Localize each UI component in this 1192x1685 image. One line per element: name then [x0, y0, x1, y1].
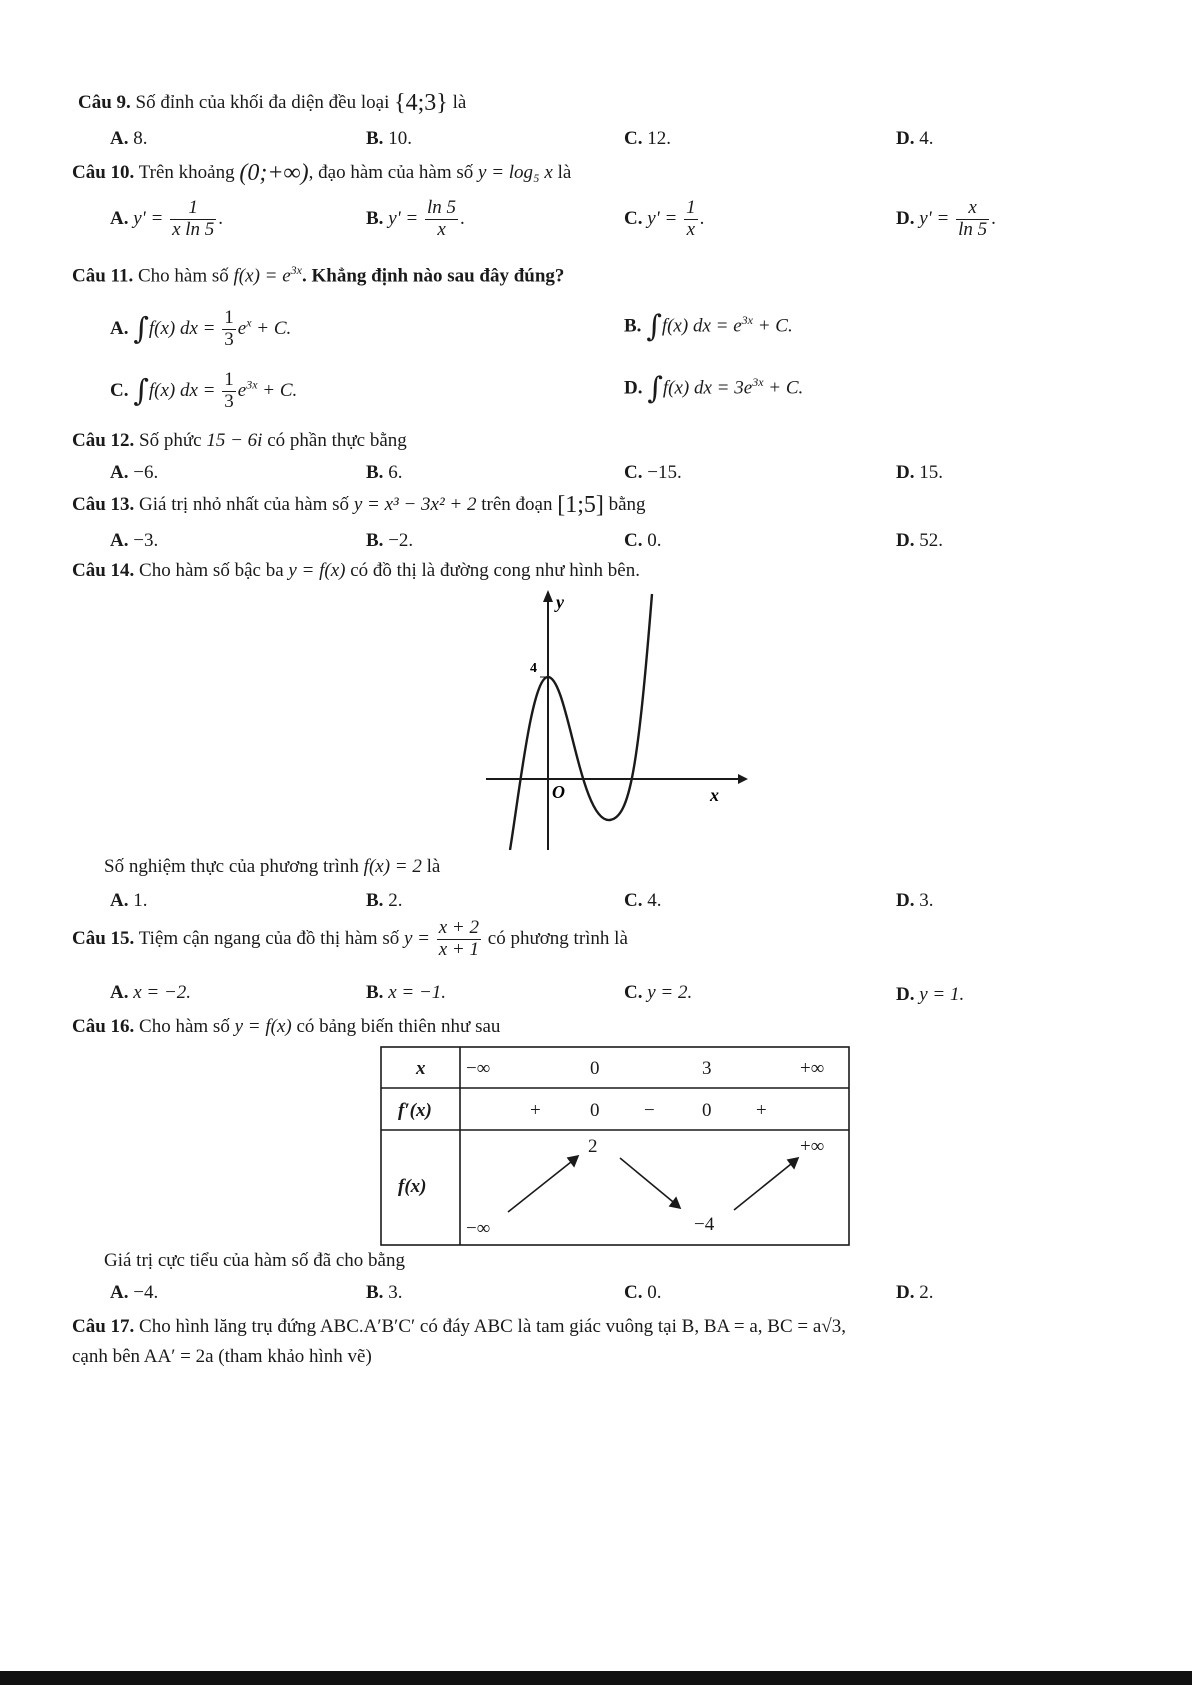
x-value-3: 3 — [702, 1058, 712, 1079]
q13-option-b[interactable]: B. −2. — [366, 530, 414, 551]
x-axis-arrow — [738, 774, 748, 784]
arrow-head-up-1 — [568, 1156, 578, 1166]
q16-option-c[interactable]: C. 0. — [624, 1282, 662, 1303]
q10-option-a[interactable]: A. y' = $\frac{1}{\text{x ln 5}}$ . — [110, 197, 224, 240]
x-value-0: 0 — [590, 1058, 600, 1079]
arrow-up-1 — [508, 1158, 576, 1212]
sign-zero-1: 0 — [590, 1100, 600, 1121]
x-value-neg-inf: −∞ — [466, 1058, 491, 1079]
q9-option-d[interactable]: D. 4. — [896, 128, 934, 149]
q10-option-b[interactable]: B. y' = $\frac{\ln 5}{x}$ . — [366, 197, 465, 240]
q10-stem: Câu 10. Trên khoảng (0;+∞), đạo hàm của hàm số y = log₅ x là — [72, 160, 572, 186]
q14-stem: Câu 14. Cho hàm số bậc ba y = f(x) có đồ thị là đường cong như hình bên. — [72, 560, 640, 581]
q15-option-d[interactable]: D. y = 1. — [896, 984, 965, 1005]
q14-option-b[interactable]: B. 2. — [366, 890, 403, 911]
q9-set: {4;3} — [394, 90, 448, 116]
y-label: y — [556, 592, 564, 612]
row-label-f: f(x) — [398, 1176, 427, 1197]
q11-label: Câu 11. — [72, 265, 134, 287]
q12-option-c[interactable]: C. −15. — [624, 462, 682, 483]
q16-label: Câu 16. — [72, 1016, 135, 1037]
cubic-curve — [510, 594, 652, 850]
arrow-up-2 — [734, 1160, 796, 1210]
q12-option-d[interactable]: D. 15. — [896, 462, 943, 483]
f-value-pos-inf: +∞ — [800, 1136, 825, 1157]
q13-func: y = x³ − 3x² + 2 — [353, 494, 477, 516]
table-frame — [381, 1047, 849, 1245]
x-label: x — [710, 785, 719, 805]
sign-zero-2: 0 — [702, 1100, 712, 1121]
q14-option-a[interactable]: A. 1. — [110, 890, 148, 911]
arrow-down — [620, 1158, 678, 1206]
q17-label: Câu 17. — [72, 1316, 135, 1337]
q16-stem: Câu 16. Cho hàm số y = f(x) có bảng biến thiên như sau — [72, 1016, 501, 1037]
q9-option-a[interactable]: A. 8. — [110, 128, 148, 149]
max-value-label: 4 — [530, 661, 537, 676]
f-value-neg-inf: −∞ — [466, 1218, 491, 1239]
q11-option-c[interactable]: C. ∫f(x) dx = $\frac{1}{3}$ $e^{3x} + C$. — [110, 369, 298, 412]
q13-stem: Câu 13. Giá trị nhỏ nhất của hàm số y = x³ − 3x² + 2 trên đoạn [1;5] bằng — [72, 492, 646, 518]
q15-fraction: $\frac{x + 2}{x + 1}$ — [438, 917, 480, 960]
q11-option-a[interactable]: A. ∫f(x) dx = $\frac{1}{3}$ $e^x + C$. — [110, 307, 292, 350]
q11-option-b[interactable]: B. ∫f(x) dx = $e^{3x} + C$. — [624, 309, 793, 344]
q16-option-b[interactable]: B. 3. — [366, 1282, 403, 1303]
q17-stem-line2: cạnh bên AA′ = 2a (tham khảo hình vẽ) — [72, 1346, 372, 1367]
q15-option-a[interactable]: A. x = −2. — [110, 982, 192, 1003]
q13-option-d[interactable]: D. 52. — [896, 530, 943, 551]
q10-option-c[interactable]: C. y' = $\frac{1}{x}$ . — [624, 197, 705, 240]
q13-label: Câu 13. — [72, 494, 135, 516]
q16-question: Giá trị cực tiểu của hàm số đã cho bằng — [104, 1250, 405, 1271]
f-value-max: 2 — [588, 1136, 598, 1157]
row-label-x: x — [416, 1058, 426, 1079]
q16-variation-table — [380, 1046, 850, 1246]
sign-1: + — [530, 1100, 541, 1121]
sign-2: − — [644, 1100, 655, 1121]
q14-option-c[interactable]: C. 4. — [624, 890, 662, 911]
x-value-pos-inf: +∞ — [800, 1058, 825, 1079]
q15-option-b[interactable]: B. x = −1. — [366, 982, 447, 1003]
q11-stem: Câu 11. Cho hàm số $f(x) = e^{3x}$. Khẳng định nào sau đây đúng? — [72, 263, 565, 287]
q16-option-d[interactable]: D. 2. — [896, 1282, 934, 1303]
q10-option-d[interactable]: D. y' = $\frac{x}{\ln 5}$ . — [896, 197, 996, 240]
q9-label: Câu 9. — [78, 92, 131, 114]
q14-cubic-graph — [480, 588, 750, 850]
q15-stem: Câu 15. Tiệm cận ngang của đồ thị hàm số y = $\frac{x + 2}{x + 1}$ có phương trình là — [72, 917, 628, 960]
arrow-head-down — [670, 1198, 680, 1208]
q14-question: Số nghiệm thực của phương trình f(x) = 2 là — [104, 856, 441, 877]
q10-label: Câu 10. — [72, 162, 135, 184]
q12-option-a[interactable]: A. −6. — [110, 462, 159, 483]
q11-func: f(x) = e — [233, 265, 291, 287]
q13-option-a[interactable]: A. −3. — [110, 530, 159, 551]
q14-label: Câu 14. — [72, 560, 135, 581]
q14-option-d[interactable]: D. 3. — [896, 890, 934, 911]
arrow-head-up-2 — [788, 1158, 798, 1168]
q9-text: Số đỉnh của khối đa diện đều loại — [135, 92, 390, 114]
q15-label: Câu 15. — [72, 927, 135, 949]
q10-interval: (0;+∞) — [239, 160, 309, 186]
q16-option-a[interactable]: A. −4. — [110, 1282, 159, 1303]
q12-number: 15 − 6i — [206, 430, 263, 451]
q9-stem — [78, 90, 466, 118]
f-value-min: −4 — [694, 1214, 715, 1235]
q9-option-b[interactable]: B. 10. — [366, 128, 412, 149]
q10-func: y = log₅ x — [478, 162, 553, 184]
q12-stem: Câu 12. Số phức 15 − 6i có phần thực bằng — [72, 430, 407, 451]
q9-option-c[interactable]: C. 12. — [624, 128, 671, 149]
scan-bottom-edge — [0, 1671, 1192, 1685]
row-label-fprime: f′(x) — [398, 1100, 432, 1121]
origin-label: O — [552, 782, 565, 802]
q13-option-c[interactable]: C. 0. — [624, 530, 662, 551]
q11-option-d[interactable]: D. ∫f(x) dx = $3e^{3x} + C$. — [624, 371, 804, 406]
q12-label: Câu 12. — [72, 430, 135, 451]
q9-tail: là — [452, 92, 467, 114]
q17-stem-line1: Câu 17. Cho hình lăng trụ đứng ABC.A′B′C′ có đáy ABC là tam giác vuông tại B, BA = a, BC = a√3, — [72, 1316, 846, 1337]
sign-3: + — [756, 1100, 767, 1121]
q13-interval: [1;5] — [557, 492, 604, 518]
q15-option-c[interactable]: C. y = 2. — [624, 982, 693, 1003]
q12-option-b[interactable]: B. 6. — [366, 462, 403, 483]
y-axis-arrow — [543, 590, 553, 602]
